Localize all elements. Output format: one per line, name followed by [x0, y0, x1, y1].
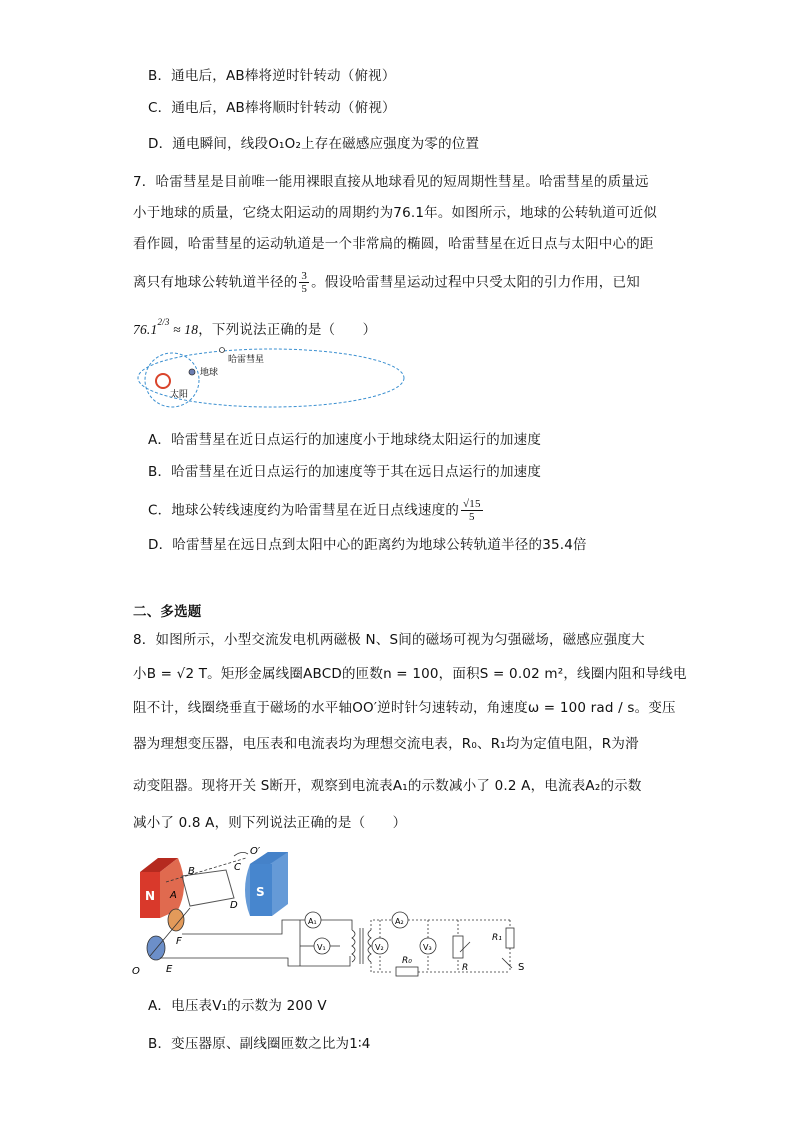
q7-option-c-text: C．地球公转线速度约为哈雷彗星在近日点线速度的	[148, 502, 460, 519]
orbit-diagram	[134, 342, 409, 414]
n-label: N	[145, 889, 156, 903]
switch-s	[502, 958, 512, 968]
label-a1: A₁	[308, 917, 317, 926]
label-r1: R₁	[492, 933, 502, 943]
section-title: 二、多选题	[133, 604, 202, 620]
sun-label: 太阳	[170, 390, 189, 400]
q8-stem-line6: 减小了 0.8 A，则下列说法正确的是（ ）	[133, 815, 407, 831]
q8-stem-line1: 8．如图所示，小型交流发电机两磁极 N、S间的磁场可视为匀强磁场，磁感应强度大	[133, 632, 645, 648]
q7-stem-line4	[133, 270, 640, 295]
sun-icon	[156, 374, 170, 388]
generator-circuit-diagram	[130, 842, 530, 978]
q7-option-c-fraction	[461, 498, 483, 523]
label-v1: V₁	[317, 943, 326, 952]
secondary-coil	[368, 930, 371, 962]
s-label: S	[256, 885, 265, 899]
label-v2: V₂	[375, 943, 384, 952]
q7-option-c-den: 5	[469, 511, 475, 523]
label-c: C	[234, 862, 241, 873]
q7-stem-line5	[133, 312, 376, 340]
q7-stem-line3: 看作圆，哈雷彗星的运动轨道是一个非常扁的椭圆，哈雷彗星在近日点与太阳中心的距	[133, 236, 654, 252]
resistor-r0	[396, 967, 418, 976]
label-o: O	[132, 966, 140, 977]
q8-stem-line2: 小B = √2 T。矩形金属线圈ABCD的匝数n = 100，面积S = 0.02 m²，线圈内阻和导线电	[133, 666, 687, 682]
label-d: D	[230, 900, 238, 911]
q6-option-c: C．通电后，AB棒将顺时针转动（俯视）	[148, 100, 396, 116]
earth-icon	[189, 369, 195, 375]
q6-option-d: D．通电瞬间，线段O₁O₂上存在磁感应强度为零的位置	[148, 136, 480, 152]
rheostat-r	[453, 936, 463, 958]
q7-formula-exp: 2/3	[157, 317, 170, 327]
q7-option-a: A．哈雷彗星在近日点运行的加速度小于地球绕太阳运行的加速度	[148, 432, 542, 448]
label-a: A	[170, 890, 177, 901]
label-a2: A₂	[395, 917, 404, 926]
label-r: R	[462, 963, 469, 973]
q8-option-a: A．电压表V₁的示数为 200 V	[148, 998, 327, 1014]
q7-formula-rest: ≈ 18	[169, 322, 199, 337]
label-b: B	[188, 866, 195, 877]
q8-stem-line4: 器为理想变压器，电压表和电流表均为理想交流电表，R₀、R₁均为定值电阻，R为滑	[133, 736, 639, 752]
q7-line4-pre: 离只有地球公转轨道半径的	[133, 274, 298, 291]
q7-formula-base: 76.1	[133, 322, 158, 337]
q7-fraction	[299, 270, 309, 295]
label-e: E	[166, 964, 173, 975]
q7-option-d: D．哈雷彗星在远日点到太阳中心的距离约为地球公转轨道半径的35.4倍	[148, 537, 587, 553]
slip-ring-e	[147, 936, 165, 960]
comet-label: 哈雷彗星	[228, 355, 265, 365]
q7-fraction-num: 3	[301, 270, 308, 282]
label-v3: V₃	[423, 943, 432, 952]
comet-icon	[220, 348, 225, 353]
q8-option-b: B．变压器原、副线圈匝数之比为1∶4	[148, 1036, 371, 1052]
q7-stem-line1: 7．哈雷彗星是目前唯一能用裸眼直接从地球看见的短周期性彗星。哈雷彗星的质量远	[133, 174, 649, 190]
q7-option-c	[148, 498, 485, 523]
q7-line4-post: 。假设哈雷彗星运动过程中只受太阳的引力作用，已知	[311, 274, 640, 291]
label-switch: S	[518, 962, 525, 973]
primary-coil	[352, 930, 355, 962]
q7-stem-line2: 小于地球的质量，它绕太阳运动的周期约为76.1年。如图所示，地球的公转轨道可近似	[133, 205, 658, 221]
label-r0: R₀	[402, 956, 412, 966]
q7-line5-text: ，下列说法正确的是（ ）	[198, 322, 377, 338]
q7-option-c-num: √15	[463, 498, 481, 510]
q8-stem-line3: 阻不计，线圈绕垂直于磁场的水平轴OO′逆时针匀速转动，角速度ω = 100 rad / s。变压	[133, 700, 676, 716]
q6-option-b: B．通电后，AB棒将逆时针转动（俯视）	[148, 68, 396, 84]
q8-stem-line5: 动变阻器。现将开关 S断开，观察到电流表A₁的示数减小了 0.2 A，电流表A₂的示数	[133, 778, 642, 794]
q7-fraction-den: 5	[301, 283, 308, 295]
q7-option-b: B．哈雷彗星在近日点运行的加速度等于其在远日点运行的加速度	[148, 464, 542, 480]
label-f: F	[176, 936, 182, 947]
resistor-r1	[506, 928, 514, 948]
label-o-prime: O′	[250, 846, 261, 857]
rotation-arrow	[234, 852, 248, 856]
earth-label: 地球	[200, 368, 219, 378]
slip-ring-f	[168, 909, 184, 931]
